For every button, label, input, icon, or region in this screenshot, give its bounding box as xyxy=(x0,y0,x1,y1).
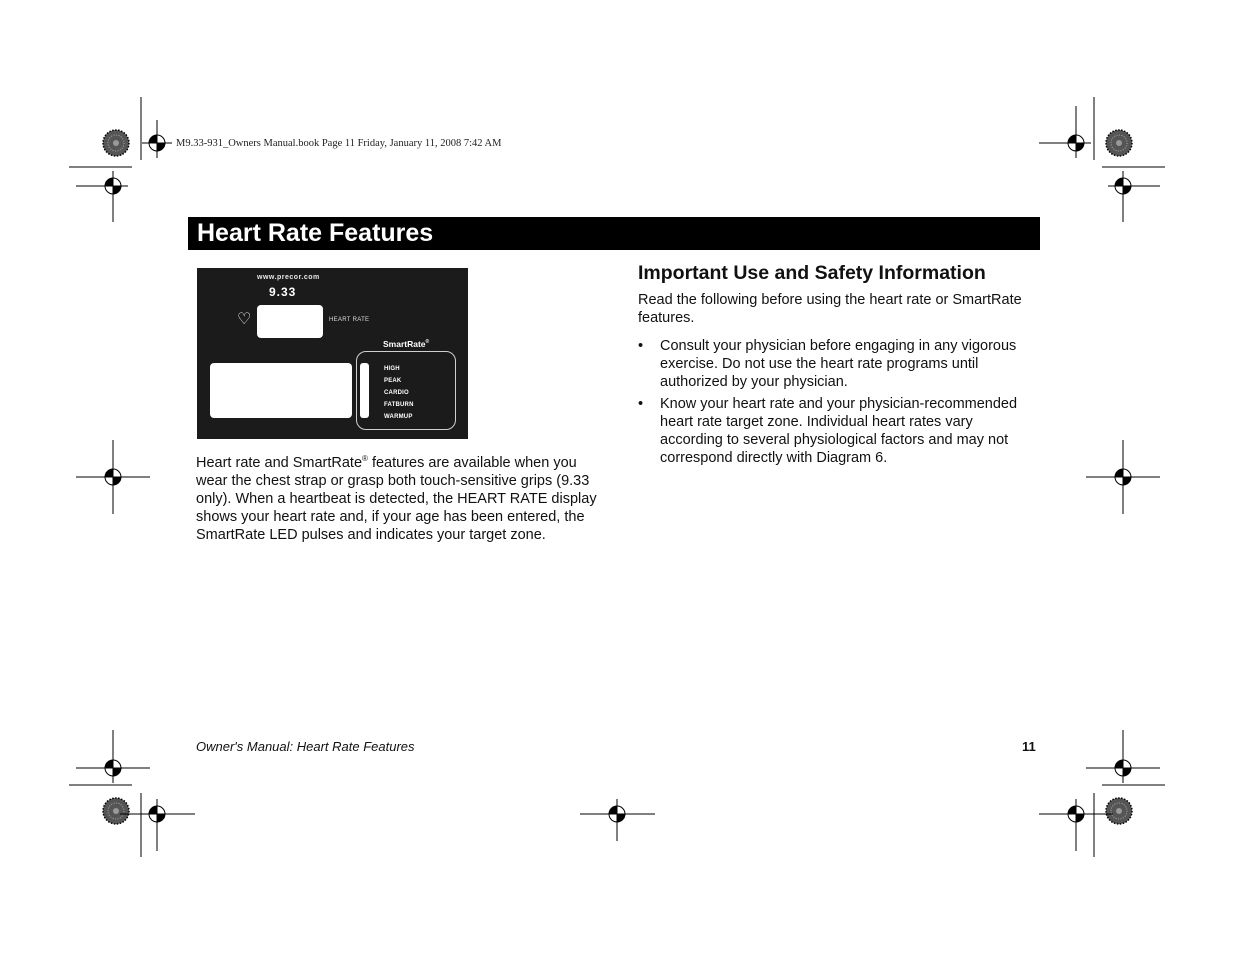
console-url: www.precor.com xyxy=(257,274,320,281)
section-intro: Read the following before using the heart rate or SmartRate features. xyxy=(638,292,1022,326)
zone-item: CARDIO xyxy=(384,390,409,396)
zone-item: PEAK xyxy=(384,378,402,384)
heart-icon: ♡ xyxy=(237,311,252,328)
description-part-1: Heart rate and SmartRate xyxy=(196,454,363,471)
zone-item: HIGH xyxy=(384,366,400,372)
print-header: M9.33-931_Owners Manual.book Page 11 Friday, January 11, 2008 7:42 AM xyxy=(176,138,502,149)
list-item-text: Know your heart rate and your physician-recommended heart rate target zone. Individual heart rates vary according to several physiological factors and may not correspond directly with Diagram 6. xyxy=(660,396,1018,466)
main-display xyxy=(210,363,352,418)
section-heading: Important Use and Safety Information xyxy=(638,262,986,284)
smartrate-zones xyxy=(384,363,414,423)
zone-item: WARMUP xyxy=(384,414,413,420)
smartrate-led-bar xyxy=(360,363,369,418)
title-bar xyxy=(188,217,1040,250)
page-number: 11 xyxy=(1022,739,1036,754)
bullet-icon: • xyxy=(638,396,644,412)
zone-item: FATBURN xyxy=(384,402,414,408)
registered-mark: ® xyxy=(362,454,368,463)
list-item xyxy=(638,337,1038,391)
heart-rate-description xyxy=(196,450,598,544)
list-item-text: Consult your physician before engaging in any vigorous exercise. Do not use the heart rate programs until authorized by your physician. xyxy=(660,338,1017,390)
smartrate-title xyxy=(383,339,429,349)
smartrate-mark: ® xyxy=(425,339,430,346)
smartrate-title-text: SmartRate xyxy=(383,339,426,349)
heart-rate-label: HEART RATE xyxy=(329,317,370,323)
description-part-2: features are available when you wear the chest strap or grasp both touch-sensitive grips (9.33 only). When a heartbeat is detected, the HEART RATE display shows your heart rate and, if your age has been entered, the SmartRate LED pulses and indicates your target zone. xyxy=(196,454,597,543)
list-item xyxy=(638,395,1038,467)
heart-rate-display xyxy=(257,305,323,338)
console-model: 9.33 xyxy=(269,285,297,299)
safety-list xyxy=(638,337,1038,471)
footer-title: Owner's Manual: Heart Rate Features xyxy=(196,739,415,754)
bullet-icon: • xyxy=(638,338,644,354)
console-diagram xyxy=(197,268,468,439)
page-title: Heart Rate Features xyxy=(197,219,434,247)
